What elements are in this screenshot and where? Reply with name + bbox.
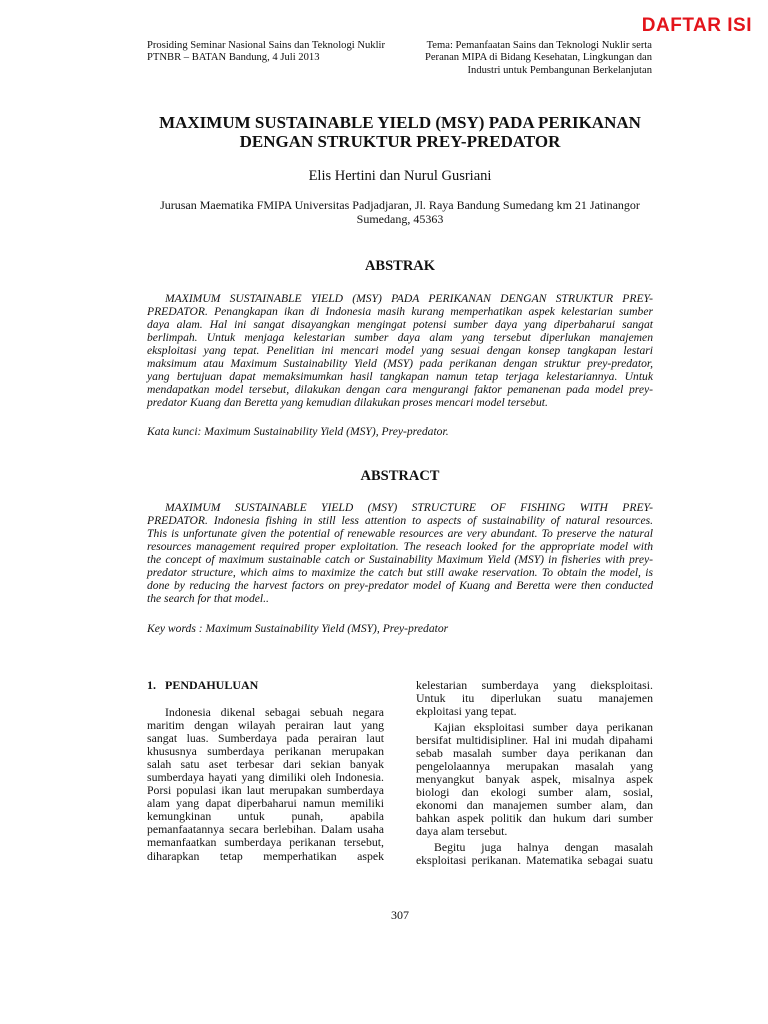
title-line: DENGAN STRUKTUR PREY-PREDATOR (239, 132, 561, 151)
daftar-isi-link[interactable]: DAFTAR ISI (641, 15, 752, 36)
abstract-line: done by reducing the harvest factors on prey-predator model of Kuang and Beretta were then conducted (147, 579, 653, 593)
body-line: ekploitasi yang tepat. (416, 703, 517, 718)
page-number: 307 (391, 908, 409, 922)
abstrak-line: mendapatkan model tersebut, dilakukan dengan cara mengurangi faktor pemanenan pada model prey- (147, 383, 653, 397)
abstract-line: MAXIMUM SUSTAINABLE YIELD (MSY) STRUCTURE OF FISHING WITH PREY- (165, 500, 653, 514)
body-line: sangat luas. Sumberdaya pada perairan laut (147, 730, 384, 745)
body-column-left (147, 706, 384, 863)
abstract-paragraph (147, 501, 653, 606)
abstrak-line: maksimum atau Maximum Sustainability Yield (MSY) pada perikanan dengan struktur prey-predator, (147, 356, 653, 370)
abstrak-line: yang bertujuan dapat memaksimumkan hasil tangkapan namun tetap terjaga kelestariannya. Untuk (147, 370, 653, 384)
body-line: diharapkan tetap memperhatikan aspek (147, 848, 384, 863)
abstrak-line: eksploitasi yang tepat. Penelitian ini mencari model yang sesuai dengan konsep tangkapan lestari (147, 343, 653, 357)
abstrak-keywords: Kata kunci: Maximum Sustainability Yield (MSY), Prey-predator. (147, 424, 449, 438)
header-proceedings-line: Prosiding Seminar Nasional Sains dan Teknologi Nuklir (147, 40, 385, 51)
header-venue-line: PTNBR – BATAN Bandung, 4 Juli 2013 (147, 52, 320, 64)
section-number: 1. (147, 678, 156, 692)
title-line: MAXIMUM SUSTAINABLE YIELD (MSY) PADA PERIKANAN (159, 113, 641, 132)
body-line: bahkan aspek politik dan hukum dari sumber (416, 811, 653, 826)
body-line: maritim dengan wilayah perairan laut yang (147, 717, 384, 732)
affiliation-line: Jurusan Maematika FMIPA Universitas Padjadjaran, Jl. Raya Bandung Sumedang km 21 Jatinangor (160, 198, 640, 212)
body-line: eksploitasi perikanan. Matematika sebagai suatu (416, 852, 653, 867)
body-line: daya alam tersebut. (416, 824, 508, 839)
abstrak-paragraph (147, 292, 653, 410)
abstrak-line: daya alam. Hal ini sangat disayangkan mengingat potensi sumber daya yang diperbaharui sangat (147, 317, 653, 331)
running-header-right (425, 40, 652, 77)
body-line: Kajian eksploitasi sumber daya perikanan (434, 719, 653, 734)
abstrak-heading: ABSTRAK (364, 258, 436, 274)
body-line: khususnya sumberdaya perikanan merupakan (147, 743, 384, 758)
running-header-left (147, 40, 385, 65)
header-theme-line: Tema: Pemanfaatan Sains dan Teknologi Nuklir serta (426, 40, 652, 51)
abstract-line: the concept of maximum sustainable catch or Sustainability Maximum Yield (MSY) in fisheries with prey- (147, 552, 653, 566)
paper-title (147, 113, 653, 151)
section-heading: PENDAHULUAN (165, 678, 259, 692)
abstrak-line: berlimpah. Untuk menjaga kelestarian sumber daya alam yang tersebut diperlukan manajemen (147, 330, 653, 344)
affiliation-line: Sumedang, 45363 (356, 211, 444, 226)
authors: Elis Hertini dan Nurul Gusriani (308, 168, 492, 184)
body-line: Porsi populasi ikan laut merupakan sumberdaya (147, 783, 384, 798)
header-theme-line: Industri untuk Pembangunan Berkelanjutan (467, 64, 652, 76)
abstract-keywords: Key words : Maximum Sustainability Yield (MSY), Prey-predator (147, 621, 449, 635)
abstract-line: PREDATOR. Indonesia fishing in still less attention to aspects of sustainability of natural resources. (147, 513, 653, 527)
body-line: Untuk itu diperlukan suatu manajemen (416, 690, 653, 705)
abstract-heading: ABSTRACT (360, 468, 440, 484)
abstract-line: This is unfortunate given the potential of renewable resources are very abundant. To preserve the natural (147, 526, 653, 540)
body-paragraph (416, 679, 653, 718)
body-line: sebab masalah sumber daya perikanan dan (416, 745, 653, 760)
body-line: pemanfaatannya secara berlebihan. Dalam usaha (147, 822, 384, 837)
abstract-line: predator structure, which aims to maximize the catch but still awake reservation. To obtain the model, is (147, 565, 653, 579)
affiliation (147, 199, 653, 226)
body-line: biologi dan ekologi sumber alam, sosial, (416, 784, 653, 799)
header-theme-line: Peranan MIPA di Bidang Kesehatan, Lingkungan dan (424, 52, 652, 64)
body-line: pengelolaannya merupakan masalah yang (416, 758, 653, 773)
body-line: ekonomi dan manajemen sumber alam, dan (416, 798, 653, 813)
body-line: kelestarian sumberdaya yang dieksploitasi. (416, 677, 653, 692)
body-line: memanfaatkan sumberdaya perikanan tersebut, (147, 835, 384, 850)
abstrak-line: MAXIMUM SUSTAINABLE YIELD (MSY) PADA PERIKANAN DENGAN STRUKTUR PREY- (165, 291, 653, 305)
body-paragraph (416, 721, 653, 839)
body-line: sumberdaya hayati yang dimiliki oleh Indonesia. (147, 769, 384, 784)
body-line: menyangkut banyak aspek, misalnya aspek (416, 771, 653, 786)
body-line: alam yang dapat diperbaharui namun memiliki (147, 796, 384, 811)
body-line: kemungkinan untuk punah, apabila (147, 809, 384, 824)
body-line: salah satu aset terbesar dari sekian banyak (147, 756, 384, 771)
abstract-line: resources management required proper exploitation. The reseach looked for the appropriate model with (147, 539, 653, 553)
body-line: bersifat multidisipliner. Hal ini mudah dipahami (416, 732, 653, 747)
abstract-line: the search for that model.. (147, 592, 269, 606)
abstrak-line: PREDATOR. Penangkapan ikan di Indonesia masih kurang memperhatikan aspek kelestarian sumber (147, 304, 653, 318)
body-line: Indonesia dikenal sebagai sebuah negara (165, 704, 384, 719)
body-line: Begitu juga halnya dengan masalah (434, 839, 653, 854)
body-paragraph (416, 841, 653, 867)
abstrak-line: predator Kuang dan Beretta yang kemudian dilakukan proses mencari model tersebut. (147, 396, 548, 410)
